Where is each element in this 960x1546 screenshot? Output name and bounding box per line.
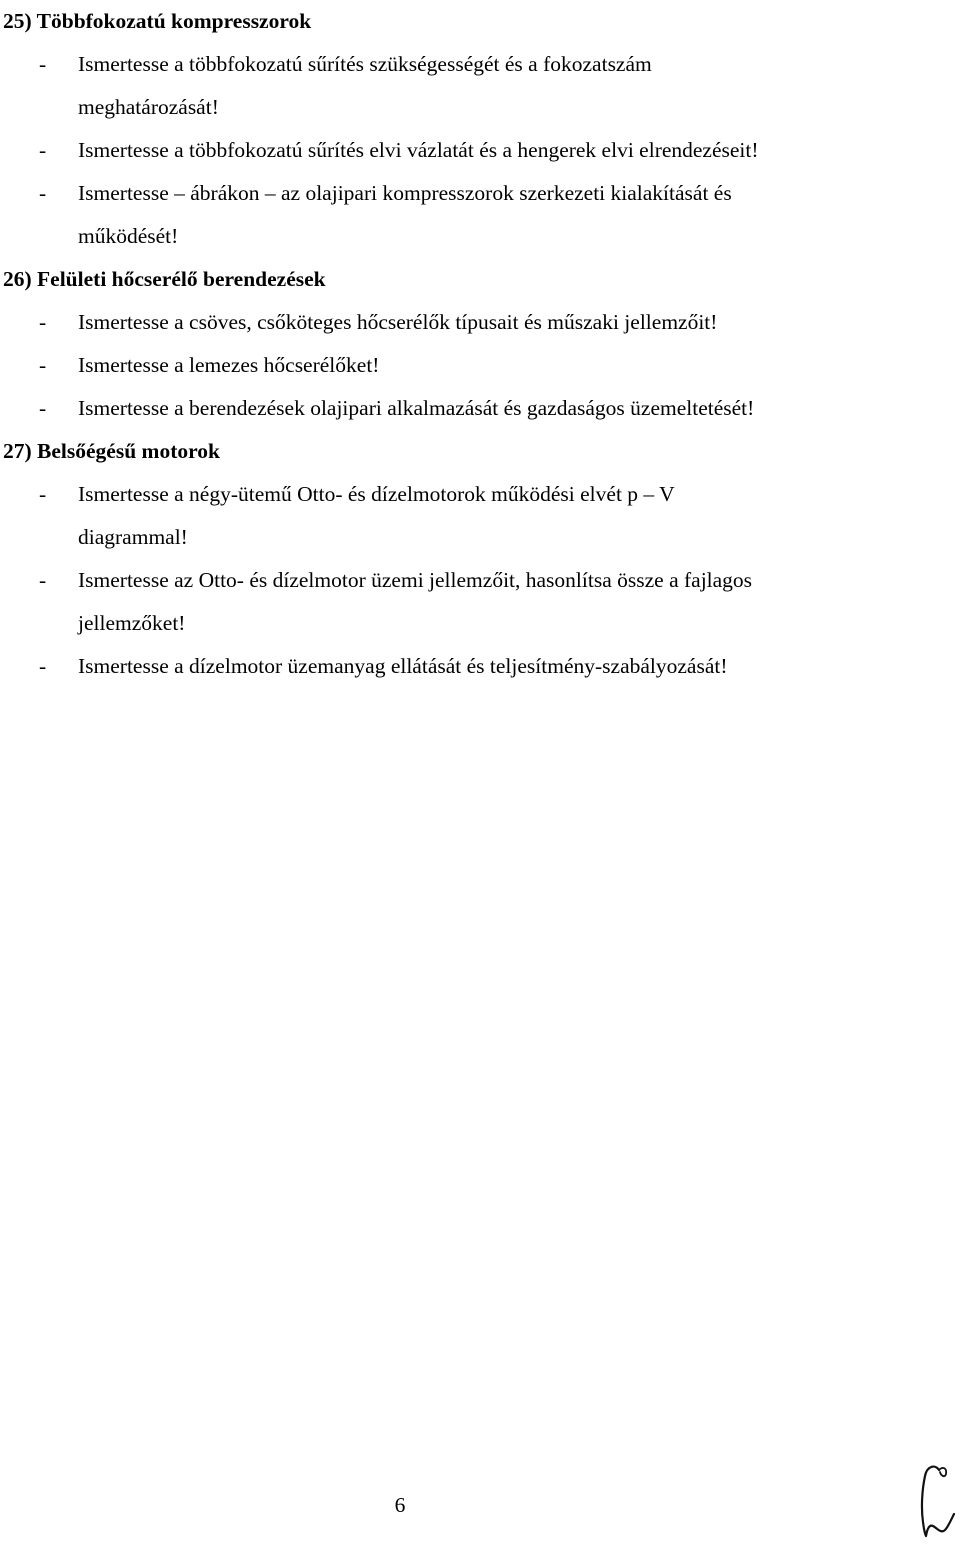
list-item-text: Ismertesse a többfokozatú sűrítés elvi vázlatát és a hengerek elvi elrendezéseit! [78,138,759,162]
list-item-text: Ismertesse a dízelmotor üzemanyag ellátását és teljesítmény-szabályozását! [78,654,728,678]
document-body [3,0,943,688]
list-item-text: Ismertesse a négy-ütemű Otto- és dízelmotorok működési elvét p – V diagrammal! [78,482,675,549]
list-dash: - [39,310,47,334]
section-27 [3,430,943,688]
list-item [3,129,943,172]
list-item-text: Ismertesse – ábrákon – az olajipari kompresszorok szerkezeti kialakítását és működését! [78,181,732,248]
list-dash: - [39,396,47,420]
list-dash: - [39,482,47,506]
list-item [3,645,943,688]
list-dash: - [39,52,47,76]
list-item-text: Ismertesse a többfokozatú sűrítés szükségességét és a fokozatszám meghatározását! [78,52,652,119]
section-26 [3,258,943,430]
list-dash: - [39,568,47,592]
section-heading: 25) Többfokozatú kompresszorok [3,9,312,33]
list-dash: - [39,181,47,205]
section-heading: 26) Felületi hőcserélő berendezések [3,267,326,291]
list-item [3,473,943,559]
list-dash: - [39,353,47,377]
list-item-text: Ismertesse a lemezes hőcserélőket! [78,353,380,377]
list-item-text: Ismertesse a berendezések olajipari alkalmazását és gazdaságos üzemeltetését! [78,396,755,420]
list-item-text: Ismertesse az Otto- és dízelmotor üzemi jellemzőit, hasonlítsa össze a fajlagos jellemzőket! [78,568,753,635]
page-number: 6 [394,1493,406,1517]
list-item [3,172,943,258]
list-item [3,344,943,387]
list-dash: - [39,138,47,162]
section-25 [3,0,943,258]
list-dash: - [39,654,47,678]
list-item [3,43,943,129]
section-heading: 27) Belsőégésű motorok [3,439,220,463]
list-item [3,301,943,344]
signature-icon [913,1462,958,1540]
list-item-text: Ismertesse a csöves, csőköteges hőcserélők típusait és műszaki jellemzőit! [78,310,718,334]
list-item [3,559,943,645]
list-item [3,387,943,430]
